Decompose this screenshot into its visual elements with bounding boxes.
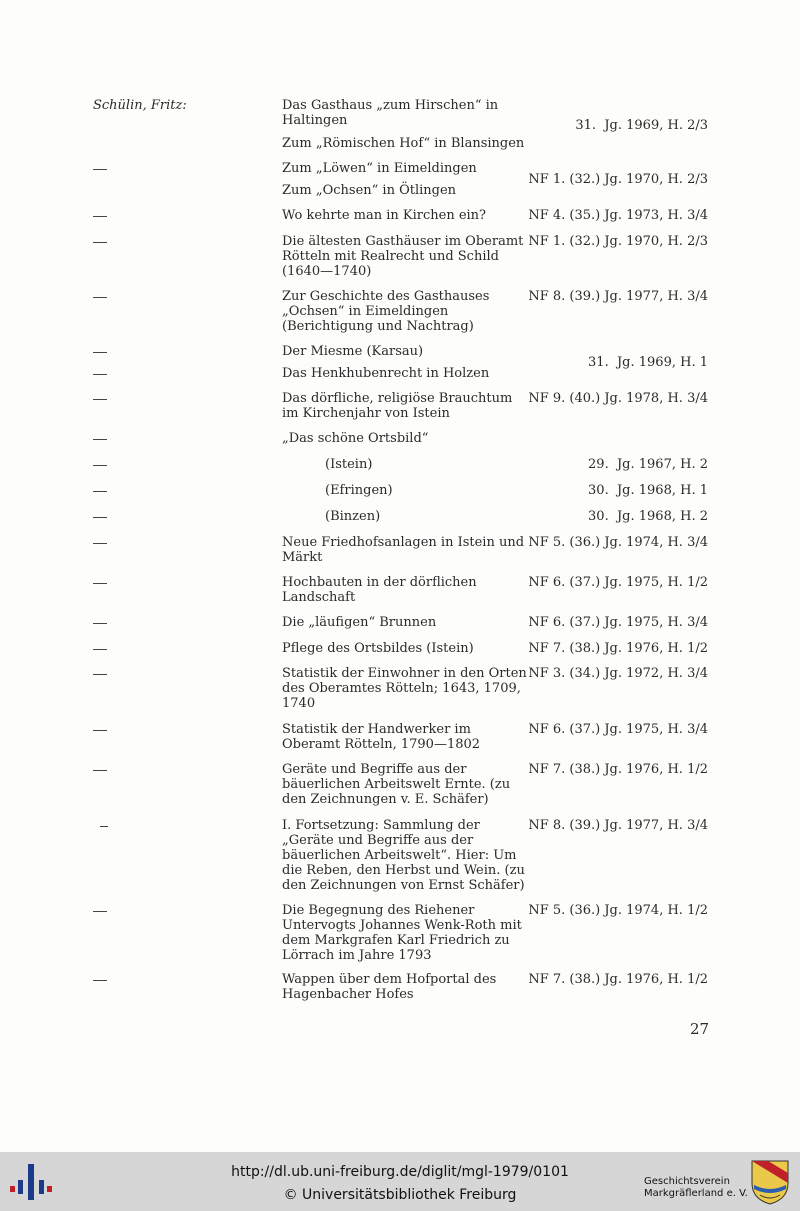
entry-title: Wo kehrte man in Kirchen ein? [282,208,487,223]
ditto-dash [93,399,107,400]
ditto-dash [93,242,107,243]
entry-reference: 31. Jg. 1969, H. 1 [588,355,708,370]
ditto-dash [93,169,107,170]
entry-title: Zur Geschichte des Gasthauses „Ochsen“ in Eimeldingen (Berichtigung und Nachtrag) [282,289,490,334]
footer-bar [0,1152,800,1211]
org-name-line-2: Markgräflerland e. V. [644,1188,748,1199]
ditto-dash [93,297,107,298]
ditto-dash [93,649,107,650]
ditto-dash [93,216,107,217]
entry-reference: 29. Jg. 1967, H. 2 [588,457,708,472]
org-name-line-1: Geschichtsverein [644,1176,730,1187]
ditto-dash [93,517,107,518]
entry-title: Zum „Löwen“ in Eimeldingen [282,161,477,176]
entry-reference: NF 4. (35.) Jg. 1973, H. 3/4 [528,208,708,223]
entry-reference: NF 7. (38.) Jg. 1976, H. 1/2 [528,762,708,777]
ditto-dash [93,911,107,912]
ditto-dash [93,439,107,440]
entry-title: (Efringen) [325,483,393,498]
ditto-dash [93,543,107,544]
entry-reference: NF 9. (40.) Jg. 1978, H. 3/4 [528,391,708,406]
entry-reference: NF 6. (37.) Jg. 1975, H. 3/4 [528,722,708,737]
entry-title: (Binzen) [325,509,381,524]
entry-reference: NF 5. (36.) Jg. 1974, H. 1/2 [528,903,708,918]
entry-title: Statistik der Handwerker im Oberamt Rötteln, 1790—1802 [282,722,481,752]
entry-title: Neue Friedhofsanlagen in Istein und Märkt [282,535,525,565]
entry-title: Geräte und Begriffe aus der bäuerlichen Arbeitswelt Ernte. (zu den Zeichnungen v. E. Schäfer) [282,762,511,807]
ditto-dash [93,623,107,624]
ditto-dash [93,730,107,731]
entry-reference: NF 7. (38.) Jg. 1976, H. 1/2 [528,641,708,656]
ditto-dash [93,465,107,466]
footer-copyright: © Universitätsbibliothek Freiburg [283,1187,517,1203]
entry-reference: NF 1. (32.) Jg. 1970, H. 2/3 [528,234,708,249]
ditto-dash [93,770,107,771]
org-name [644,1176,748,1200]
ditto-dash [93,352,107,353]
entry-reference: NF 3. (34.) Jg. 1972, H. 3/4 [528,666,708,681]
ditto-dash [100,826,108,827]
entry-reference: NF 8. (39.) Jg. 1977, H. 3/4 [528,818,708,833]
ditto-dash [93,374,107,375]
ditto-dash [93,674,107,675]
entry-title: Die „läufigen“ Brunnen [282,615,437,630]
entry-title: Statistik der Einwohner in den Orten des Oberamtes Rötteln; 1643, 1709, 1740 [282,666,527,711]
entry-title: (Istein) [325,457,373,472]
entry-title: Zum „Ochsen“ in Ötlingen [282,183,457,198]
entry-title: Das dörfliche, religiöse Brauchtum im Kirchenjahr von Istein [282,391,513,421]
ditto-dash [93,980,107,981]
entry-title: Der Miesme (Karsau) [282,344,424,359]
entry-reference: NF 8. (39.) Jg. 1977, H. 3/4 [528,289,708,304]
entry-reference: NF 7. (38.) Jg. 1976, H. 1/2 [528,972,708,987]
entry-title: Die ältesten Gasthäuser im Oberamt Rötteln mit Realrecht und Schild (1640—1740) [282,234,524,279]
entry-reference: NF 6. (37.) Jg. 1975, H. 1/2 [528,575,708,590]
coat-of-arms-icon [750,1159,790,1205]
footer-url-link[interactable]: http://dl.ub.uni-freiburg.de/diglit/mgl-1979/0101 [231,1164,569,1180]
entry-title: Zum „Römischen Hof“ in Blansingen [282,136,525,151]
entry-reference: NF 6. (37.) Jg. 1975, H. 3/4 [528,615,708,630]
entry-title: Hochbauten in der dörflichen Landschaft [282,575,477,605]
entry-title: Pflege des Ortsbildes (Istein) [282,641,474,656]
entry-reference: NF 5. (36.) Jg. 1974, H. 3/4 [528,535,708,550]
entry-reference: 30. Jg. 1968, H. 2 [588,509,708,524]
entry-title: I. Fortsetzung: Sammlung der „Geräte und Begriffe aus der bäuerlichen Arbeitswelt“. Hier: Um die Reben, den Herbst und Wein. (zu den Zeichnungen von Ernst Schäfer) [282,818,525,893]
entry-reference: 31. Jg. 1969, H. 2/3 [575,118,708,133]
entry-reference: 30. Jg. 1968, H. 1 [588,483,708,498]
entry-title: „Das schöne Ortsbild“ [282,431,429,446]
entry-title: Wappen über dem Hofportal des Hagenbacher Hofes [282,972,497,1002]
ditto-dash [93,491,107,492]
author-name: Schülin, Fritz: [93,98,187,113]
entry-title: Die Begegnung des Riehener Untervogts Johannes Wenk-Roth mit dem Markgrafen Karl Friedrich zu Lörrach im Jahre 1793 [282,903,522,963]
ditto-dash [93,583,107,584]
entry-title: Das Gasthaus „zum Hirschen“ in Haltingen [282,98,499,128]
entry-reference: NF 1. (32.) Jg. 1970, H. 2/3 [528,172,708,187]
page-number: 27 [690,1020,710,1038]
entry-title: Das Henkhubenrecht in Holzen [282,366,490,381]
